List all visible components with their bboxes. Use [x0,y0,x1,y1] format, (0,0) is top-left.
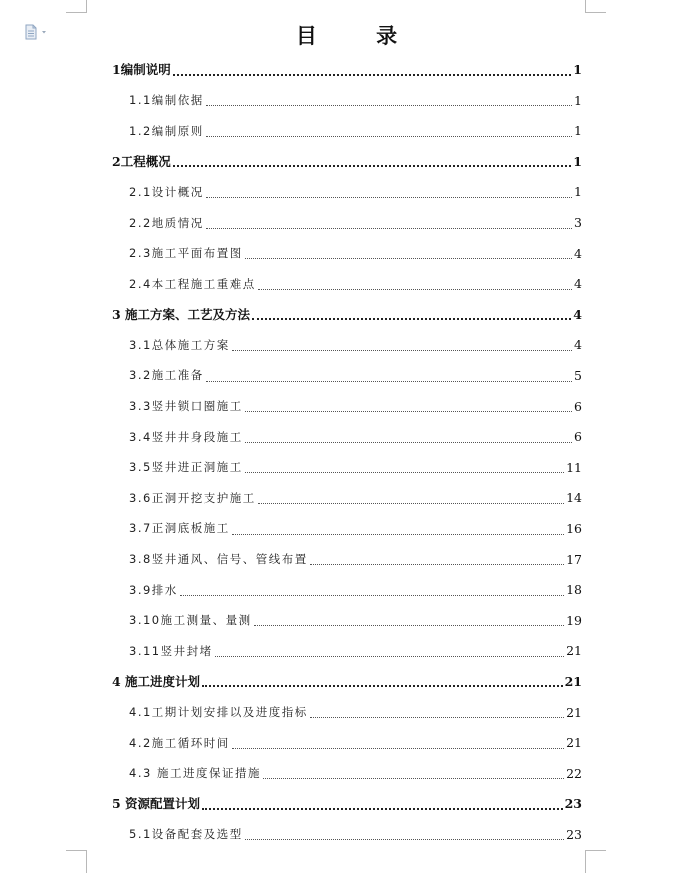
toc-entry[interactable] [112,728,582,759]
toc-leader-dots [245,838,564,840]
toc-leader-dots [202,807,563,810]
toc-entry-label: 3.5竖井进正洞施工 [129,460,243,475]
toc-entry-label: 3 施工方案、工艺及方法 [112,306,251,322]
toc-entry-label: 2.1设计概况 [129,184,204,199]
toc-leader-dots [310,716,564,718]
toc-entry-label: 5 资源配置计划 [112,796,201,812]
toc-entry-label: 2工程概况 [112,153,171,169]
toc-entry-page: 4 [574,337,582,353]
toc-entry-page: 6 [574,429,582,445]
toc-entry-label: 4.3 施工进度保证措施 [129,766,261,781]
toc-entry-label: 2.4本工程施工重难点 [129,276,256,291]
toc-leader-dots [245,471,564,473]
toc-leader-dots [232,533,564,535]
toc-entry-label: 3.8竖井通风、信号、管线布置 [129,552,308,567]
toc-entry-page: 16 [566,520,582,536]
toc-leader-dots [258,288,572,290]
toc-leader-dots [206,135,572,137]
toc-entry-page: 21 [566,704,582,720]
toc-leader-dots [263,777,564,779]
toc-leader-dots [245,441,572,443]
toc-leader-dots [180,594,564,596]
toc-entry-page: 4 [574,245,582,261]
toc-entry-page: 1 [573,153,582,169]
toc-entry-page: 1 [574,123,582,139]
toc-entry[interactable] [112,177,582,208]
toc-entry-label: 3.9排水 [129,582,178,597]
table-of-contents [112,55,582,850]
toc-entry-page: 21 [566,643,582,659]
toc-entry-label: 3.4竖井井身段施工 [129,429,243,444]
toc-entry-page: 21 [564,673,582,689]
toc-entry-page: 4 [573,306,582,322]
toc-leader-dots [232,747,564,749]
toc-entry[interactable] [112,392,582,423]
toc-entry-label: 3.6正洞开挖支护施工 [129,490,256,505]
toc-entry-page: 1 [574,92,582,108]
toc-entry[interactable] [112,361,582,392]
toc-entry-page: 23 [564,796,582,812]
toc-entry[interactable] [112,820,582,851]
toc-leader-dots [206,104,572,106]
toc-entry[interactable] [112,269,582,300]
toc-leader-dots [245,257,572,259]
toc-entry-label: 3.2施工准备 [129,368,204,383]
toc-leader-dots [215,655,564,657]
toc-entry-page: 5 [574,367,582,383]
toc-entry-label: 3.1总体施工方案 [129,337,230,352]
toc-entry-label: 3.11竖井封堵 [129,643,213,658]
toc-entry[interactable] [112,789,582,820]
toc-entry-label: 2.3施工平面布置图 [129,246,243,261]
toc-leader-dots [252,317,571,320]
toc-entry[interactable] [112,697,582,728]
toc-entry-label: 3.10施工测量、量测 [129,613,252,628]
toc-entry-label: 4.2施工循环时间 [129,735,230,750]
toc-entry[interactable] [112,208,582,239]
toc-leader-dots [202,684,563,687]
toc-entry-label: 4.1工期计划安排以及进度指标 [129,705,308,720]
toc-entry-label: 2.2地质情况 [129,215,204,230]
toc-entry[interactable] [112,422,582,453]
page-corner-top-right [585,0,606,13]
toc-entry-page: 11 [566,459,582,475]
toc-entry[interactable] [112,55,582,86]
toc-entry-label: 1.2编制原则 [129,123,204,138]
toc-entry-label: 1.1编制依据 [129,93,204,108]
toc-entry[interactable] [112,147,582,178]
toc-entry[interactable] [112,759,582,790]
toc-leader-dots [310,563,564,565]
toc-entry[interactable] [112,606,582,637]
toc-entry[interactable] [112,86,582,117]
toc-entry-label: 3.3竖井锁口圈施工 [129,399,243,414]
toc-entry[interactable] [112,330,582,361]
toc-leader-dots [206,196,572,198]
toc-leader-dots [206,380,572,382]
toc-entry[interactable] [112,545,582,576]
toc-leader-dots [254,624,564,626]
toc-entry-page: 19 [566,612,582,628]
toc-entry-page: 22 [566,765,582,781]
toc-entry-label: 3.7正洞底板施工 [129,521,230,536]
toc-entry[interactable] [112,116,582,147]
toc-entry-page: 3 [574,215,582,231]
toc-leader-dots [258,502,564,504]
toc-entry-page: 23 [566,826,582,842]
toc-entry-label: 4 施工进度计划 [112,673,201,689]
toc-entry[interactable] [112,575,582,606]
toc-entry-label: 5.1设备配套及选型 [129,827,243,842]
toc-leader-dots [245,410,572,412]
toc-entry[interactable] [112,667,582,698]
toc-leader-dots [173,164,572,167]
toc-entry[interactable] [112,514,582,545]
toc-entry-page: 14 [566,490,582,506]
toc-entry-label: 1编制说明 [112,62,171,78]
page-corner-bottom-left [66,850,87,873]
toc-entry-page: 18 [566,582,582,598]
toc-entry[interactable] [112,636,582,667]
toc-entry[interactable] [112,453,582,484]
page-title: 目 录 [295,23,424,48]
toc-entry[interactable] [112,300,582,331]
toc-entry-page: 4 [574,276,582,292]
toc-entry[interactable] [112,483,582,514]
toc-entry-page: 17 [566,551,582,567]
toc-entry-page: 1 [574,184,582,200]
toc-entry[interactable] [112,239,582,270]
toc-leader-dots [232,349,572,351]
toc-leader-dots [173,73,572,76]
toc-entry-page: 6 [574,398,582,414]
toc-entry-page: 21 [566,735,582,751]
page-corner-bottom-right [585,850,606,873]
toc-leader-dots [206,227,572,229]
page-corner-top-left [66,0,87,13]
toc-entry-page: 1 [573,62,582,78]
